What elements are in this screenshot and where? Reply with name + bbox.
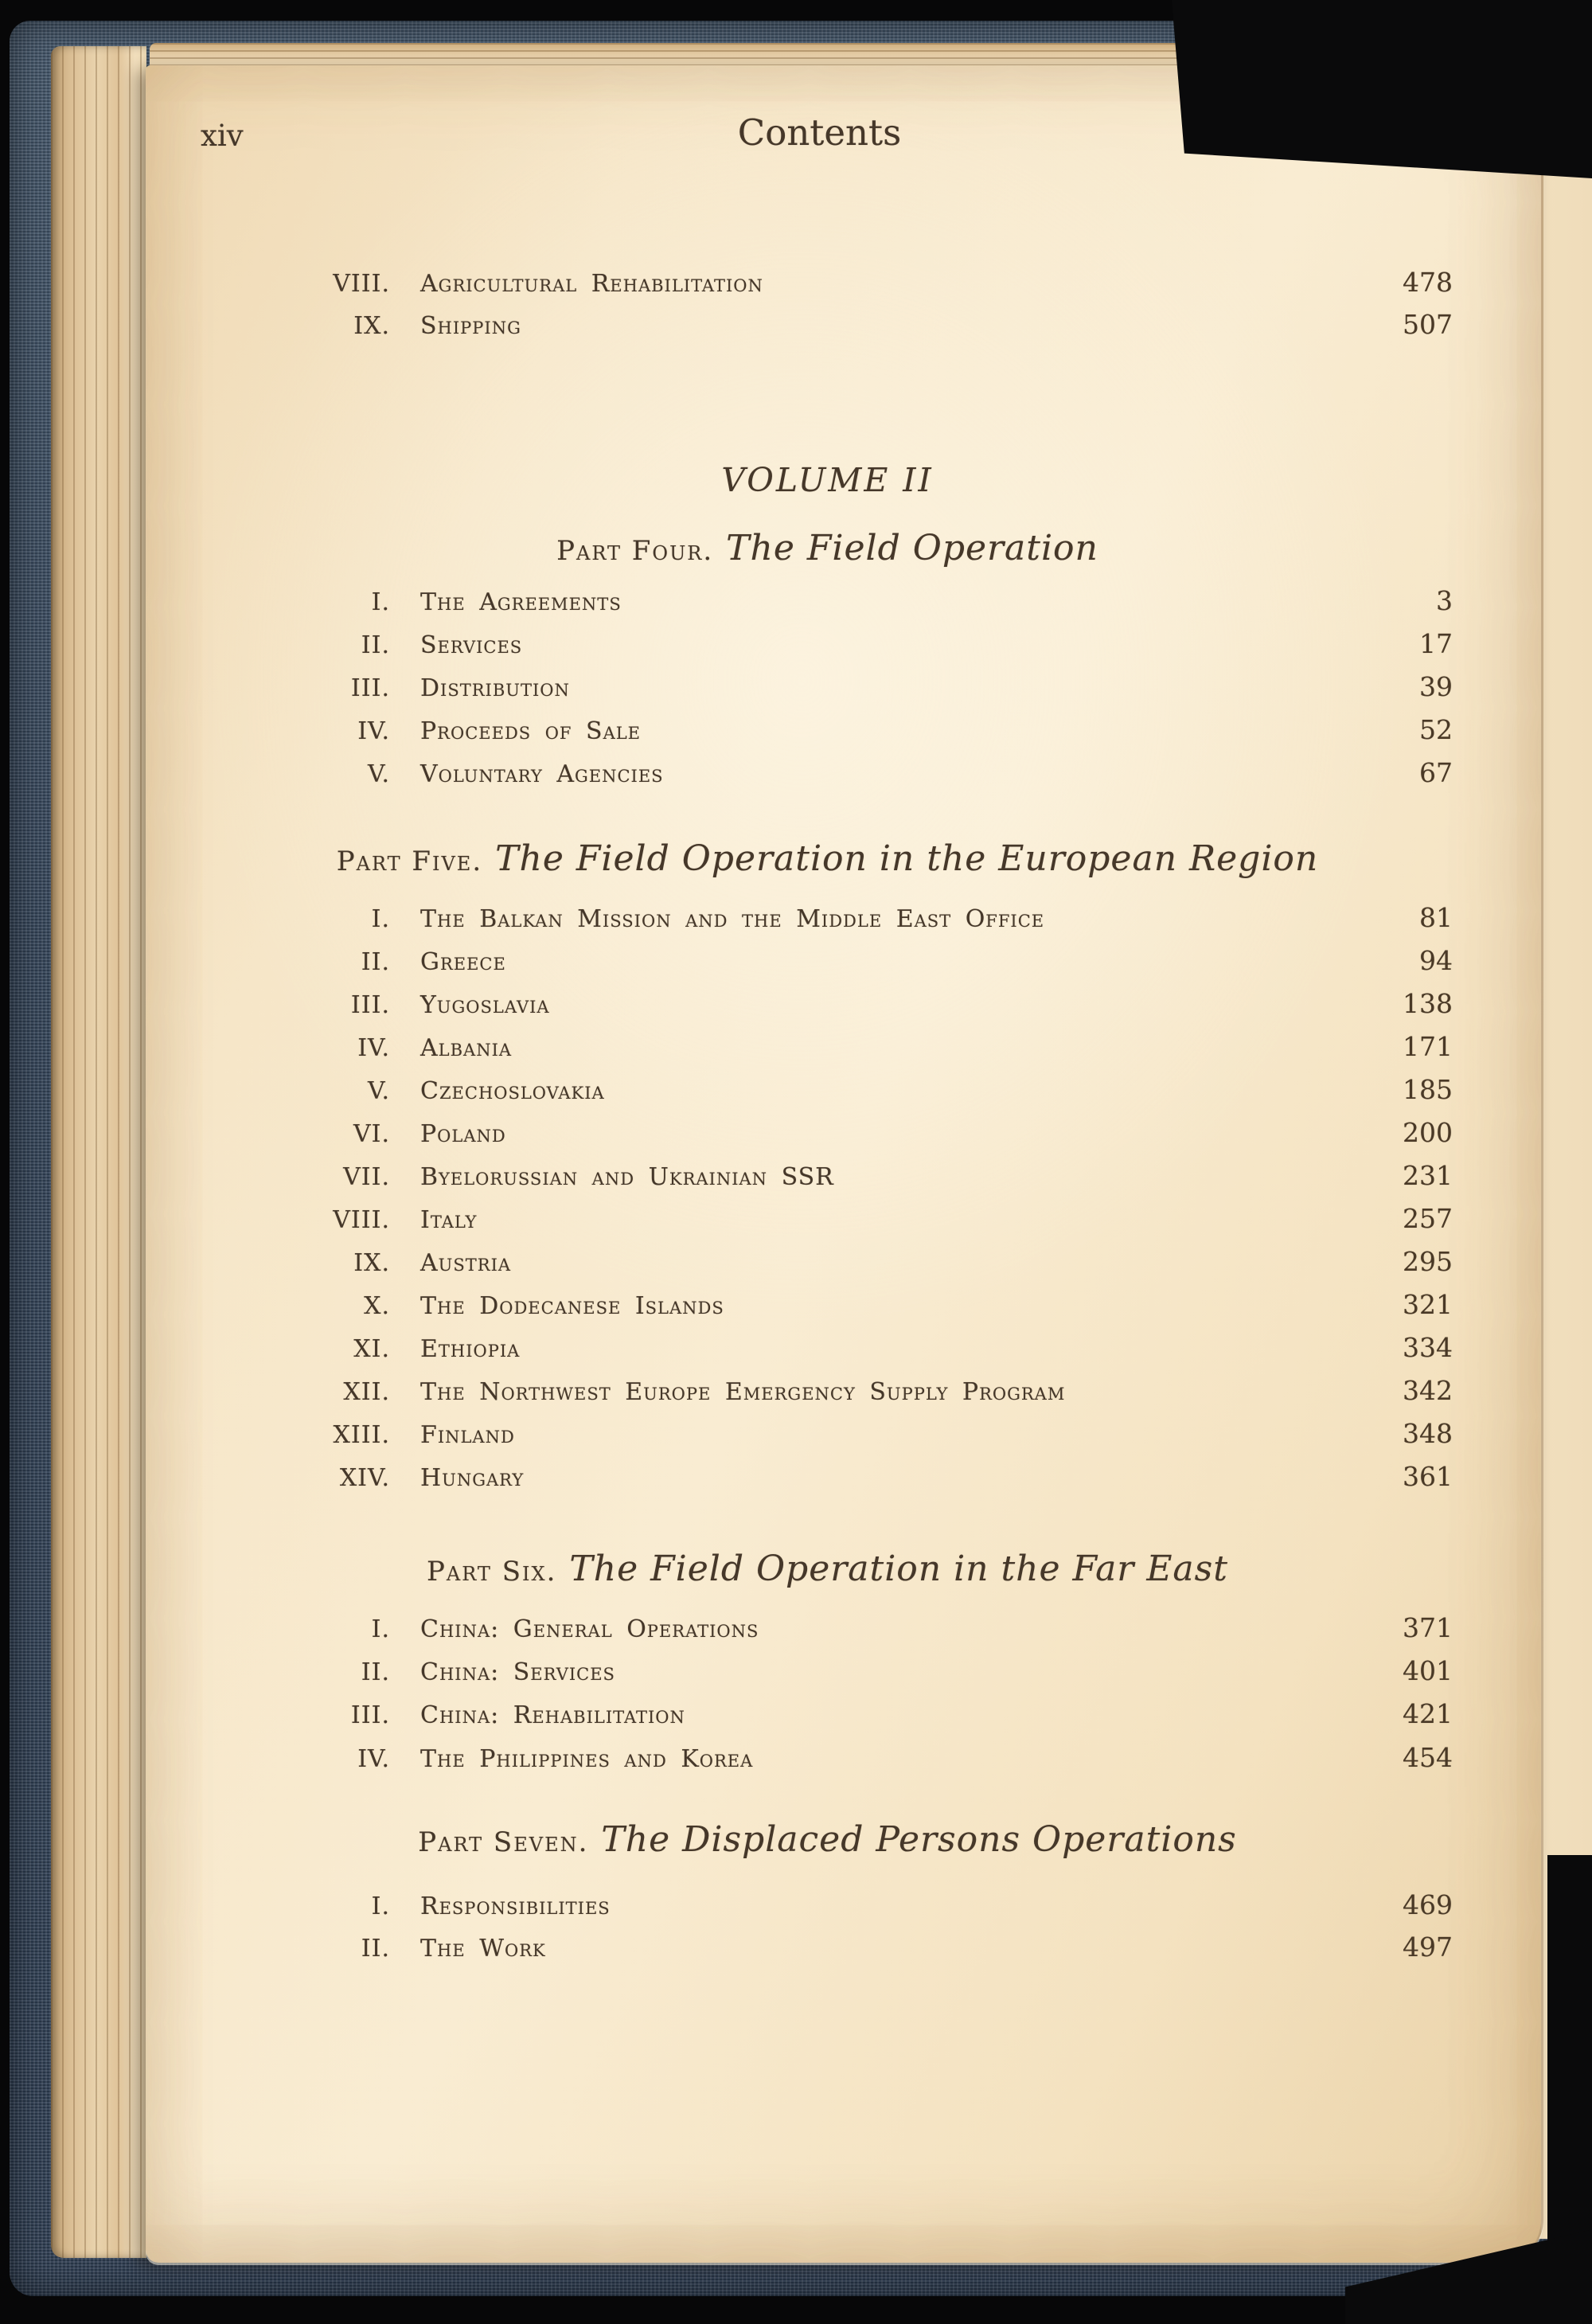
toc-entry-title: The Balkan Mission and the Middle East Office [420, 905, 1045, 933]
toc-entry [279, 261, 1453, 304]
toc-entry-numeral: III. [350, 1701, 390, 1729]
toc-entry-numeral: IX. [353, 312, 390, 340]
part-title: The Field Operation [726, 528, 1098, 568]
toc-entry [279, 1240, 1453, 1283]
toc-entry [279, 1693, 1453, 1736]
toc-entry-page-number: 81 [1419, 902, 1453, 933]
part-title: The Field Operation in the European Region [495, 838, 1319, 879]
part-heading [146, 524, 1509, 580]
toc-entry [279, 1369, 1453, 1412]
toc-entry-page-number: 371 [1403, 1612, 1453, 1643]
toc-entry-title: Byelorussian and Ukrainian SSR [420, 1163, 834, 1191]
toc-entry-page-number: 185 [1403, 1074, 1453, 1105]
toc-entry-numeral: IV. [357, 717, 390, 745]
toc-entry-numeral: VIII. [333, 1206, 390, 1234]
toc-entry-page-number: 342 [1403, 1375, 1453, 1406]
toc-entry-title: The Work [420, 1935, 546, 1963]
toc-entry-numeral: I. [371, 588, 390, 616]
toc-entry-numeral: VII. [343, 1163, 390, 1191]
toc-entry-page-number: 421 [1403, 1698, 1453, 1729]
toc-entry-page-number: 295 [1403, 1246, 1453, 1277]
toc-entry-page-number: 138 [1403, 988, 1453, 1019]
background-top-right [1172, 0, 1592, 178]
toc-entry-numeral: X. [364, 1292, 390, 1320]
toc-entry-numeral: XIII. [333, 1421, 390, 1449]
toc-entry-numeral: II. [361, 948, 390, 976]
toc-entry [279, 1884, 1453, 1927]
toc-entry-page-number: 348 [1403, 1418, 1453, 1449]
contents-page [146, 65, 1543, 2263]
toc-entry [279, 1736, 1453, 1779]
toc-entry-page-number: 257 [1403, 1203, 1453, 1234]
part-label: Part Five. [336, 846, 483, 877]
toc-entry-title: Responsibilities [420, 1892, 611, 1920]
toc-entry-numeral: I. [371, 1615, 390, 1643]
toc-entry [279, 709, 1453, 752]
toc-entry [279, 1326, 1453, 1369]
toc-entry-numeral: III. [350, 674, 390, 702]
toc-entry-numeral: XII. [343, 1378, 390, 1406]
part-title: The Field Operation in the Far East [569, 1549, 1228, 1589]
toc-entry-title: The Philippines and Korea [420, 1745, 754, 1773]
toc-entry [279, 1154, 1453, 1197]
part-heading [146, 834, 1509, 891]
toc-entry-page-number: 469 [1403, 1889, 1453, 1920]
toc-entry-numeral: VI. [353, 1120, 390, 1148]
toc-entry-page-number: 334 [1403, 1332, 1453, 1363]
toc-entry-page-number: 200 [1403, 1117, 1453, 1148]
toc-entry-numeral: II. [361, 631, 390, 659]
toc-entry-title: Ethiopia [420, 1335, 521, 1363]
toc-entry-title: Hungary [420, 1464, 525, 1492]
toc-entry-page-number: 454 [1403, 1742, 1453, 1773]
toc-entry [279, 580, 1453, 623]
toc-entry-page-number: 67 [1419, 757, 1453, 788]
toc-entry-numeral: I. [371, 905, 390, 933]
part-label: Part Four. [556, 535, 714, 567]
toc-entry [279, 1197, 1453, 1240]
toc-entry-title: Italy [420, 1206, 478, 1234]
toc-entry-title: China: General Operations [420, 1615, 759, 1643]
toc-entry [279, 623, 1453, 666]
part-label: Part Seven. [418, 1826, 589, 1858]
toc-entry-title: The Agreements [420, 588, 622, 616]
toc-entry-title: China: Rehabilitation [420, 1701, 685, 1729]
toc-entry-title: China: Services [420, 1658, 615, 1686]
toc-entry-title: Voluntary Agencies [420, 760, 664, 788]
toc-entry-title: The Northwest Europe Emergency Supply Program [420, 1378, 1066, 1406]
volume-heading: VOLUME II [721, 461, 934, 499]
toc-entry-page-number: 94 [1419, 945, 1453, 976]
toc-entry [279, 1068, 1453, 1111]
toc-entry [279, 666, 1453, 709]
toc-entry [279, 1283, 1453, 1326]
toc-entry [279, 896, 1453, 939]
toc-entry-title: Distribution [420, 674, 570, 702]
toc-entry [279, 982, 1453, 1025]
toc-entry-numeral: VIII. [333, 270, 390, 298]
toc-entry-numeral: IV. [357, 1034, 390, 1062]
toc-entry-numeral: IX. [353, 1249, 390, 1277]
part-heading [146, 1545, 1509, 1601]
toc-entry-title: Services [420, 631, 523, 659]
toc-entry-page-number: 39 [1419, 671, 1453, 702]
part-title: The Displaced Persons Operations [601, 1819, 1237, 1860]
toc-entry-numeral: V. [368, 1077, 390, 1105]
toc-entry-numeral: IV. [357, 1745, 390, 1773]
toc-entry-numeral: III. [350, 991, 390, 1019]
toc-entry-page-number: 231 [1403, 1160, 1453, 1191]
toc-entry [279, 1650, 1453, 1693]
toc-entry-page-number: 401 [1403, 1655, 1453, 1686]
toc-entry-title: Proceeds of Sale [420, 717, 642, 745]
toc-entry-title: The Dodecanese Islands [420, 1292, 724, 1320]
toc-entry-title: Agricultural Rehabilitation [420, 270, 763, 298]
toc-entry-page-number: 361 [1403, 1461, 1453, 1492]
toc-entry-title: Finland [420, 1421, 515, 1449]
toc-entry-numeral: V. [368, 760, 390, 788]
toc-entry-title: Albania [420, 1034, 513, 1062]
toc-entry-page-number: 3 [1436, 585, 1453, 616]
toc-entry-title: Greece [420, 948, 506, 976]
toc-entry [279, 1412, 1453, 1455]
toc-entry-page-number: 52 [1419, 714, 1453, 745]
toc-entry-title: Austria [420, 1249, 512, 1277]
toc-entry-title: Poland [420, 1120, 506, 1148]
page-stack-left-edge [51, 46, 146, 2258]
toc-entry-title: Shipping [420, 312, 521, 340]
toc-entry-numeral: XI. [353, 1335, 390, 1363]
toc-entry-page-number: 171 [1403, 1031, 1453, 1062]
toc-entry [279, 752, 1453, 795]
toc-entry [279, 1455, 1453, 1498]
toc-entry-numeral: II. [361, 1658, 390, 1686]
toc-entry-page-number: 478 [1403, 267, 1453, 298]
toc-entry-page-number: 17 [1419, 628, 1453, 659]
toc-entry-title: Czechoslovakia [420, 1077, 605, 1105]
toc-entry-numeral: I. [371, 1892, 390, 1920]
toc-entry [279, 1111, 1453, 1154]
toc-entry [279, 1025, 1453, 1068]
toc-entry-title: Yugoslavia [420, 991, 550, 1019]
toc-entry [279, 303, 1453, 346]
folio-page-number: xiv [201, 119, 244, 153]
toc-entry-page-number: 497 [1403, 1931, 1453, 1963]
toc-entry-page-number: 321 [1403, 1289, 1453, 1320]
toc-entry [279, 939, 1453, 982]
toc-entry-numeral: XIV. [339, 1464, 390, 1492]
toc-entry-page-number: 507 [1403, 309, 1453, 340]
part-heading [146, 1815, 1509, 1872]
part-label: Part Six. [427, 1556, 557, 1588]
toc-entry [279, 1607, 1453, 1650]
toc-entry [279, 1926, 1453, 1969]
toc-entry-numeral: II. [361, 1935, 390, 1963]
running-head: Contents [737, 111, 902, 154]
